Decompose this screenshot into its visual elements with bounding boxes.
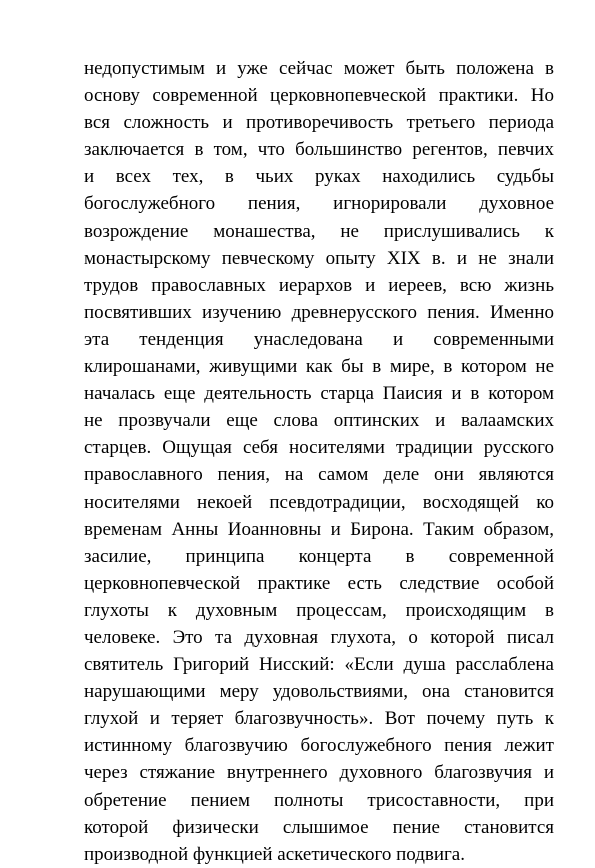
text-line: временам Анны Иоанновны и Бирона. Таким образом, (84, 518, 554, 540)
text-line: вся сложность и противоречивость третьего периода (84, 112, 554, 134)
text-line: носителями некоей псевдотрадиции, восходящей ко (84, 491, 554, 513)
text-line: старцев. Ощущая себя носителями традиции русского (84, 437, 554, 459)
text-line: человеке. Это та духовная глухота, о которой писал (84, 626, 554, 648)
text-line: эта тенденция унаследована и современными (84, 328, 554, 350)
text-line: глухоты к духовным процессам, происходящим в (84, 599, 554, 621)
text-line: трудов православных иерархов и иереев, всю жизнь (84, 274, 554, 296)
text-line: глухой и теряет благозвучность». Вот почему путь к (84, 708, 554, 730)
text-line: возрождение монашества, не прислушивались к (84, 220, 554, 242)
text-line: заключается в том, что большинство регентов, певчих (84, 139, 554, 161)
text-line: которой физически слышимое пение становится (84, 816, 554, 838)
text-line: производной функцией аскетического подвига. (84, 843, 465, 865)
text-line: недопустимым и уже сейчас может быть положена в (84, 58, 554, 79)
text-line: началась еще деятельность старца Паисия и в котором (84, 383, 554, 405)
text-line: засилие, принципа концерта в современной (84, 545, 554, 567)
body-paragraph (84, 55, 554, 868)
text-line: не прозвучали еще слова оптинских и валаамских (84, 410, 554, 432)
text-line: и всех тех, в чьих руках находились судьбы (84, 166, 554, 188)
text-line: монастырскому певческому опыту XIX в. и не знали (84, 247, 554, 269)
text-line: клирошанами, живущими как бы в мире, в котором не (84, 356, 554, 378)
text-line: православного пения, на самом деле они являются (84, 464, 554, 486)
text-line: церковнопевческой практике есть следствие особой (84, 572, 554, 594)
text-line: богослужебного пения, игнорировали духовное (84, 193, 554, 215)
text-line: нарушающими меру удовольствиями, она становится (84, 681, 554, 703)
text-line: святитель Григорий Нисский: «Если душа расслаблена (84, 654, 554, 676)
text-line: через стяжание внутреннего духовного благозвучия и (84, 762, 554, 784)
text-line: обретение пением полноты трисоставности, при (84, 789, 554, 811)
text-line: основу современной церковнопевческой практики. Но (84, 85, 554, 107)
text-line: истинному благозвучию богослужебного пения лежит (84, 735, 554, 757)
text-line: посвятивших изучению древнерусского пения. Именно (84, 301, 554, 323)
